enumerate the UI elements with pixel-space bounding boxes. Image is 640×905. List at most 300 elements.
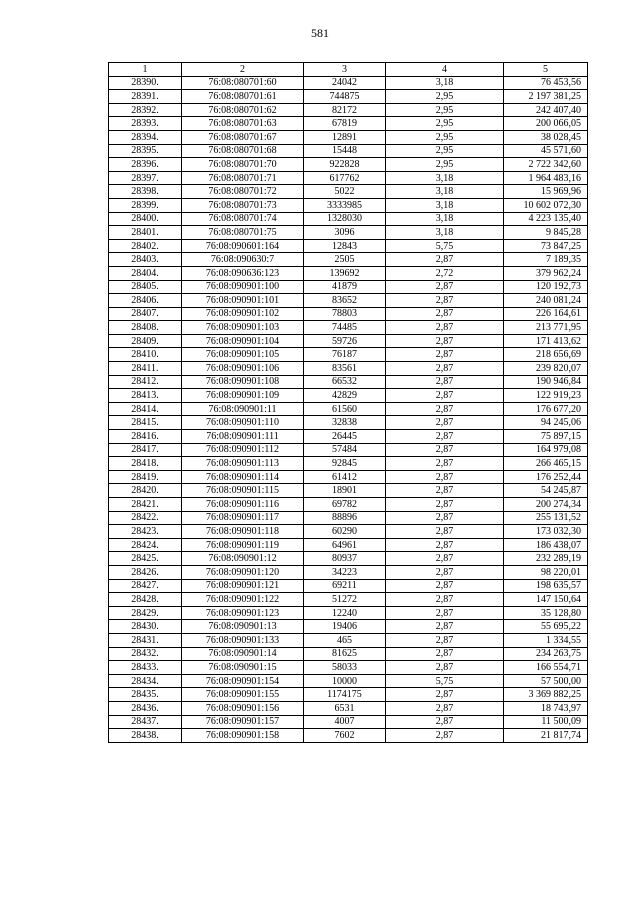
area-cell: 83561: [304, 362, 386, 376]
area-cell: 78803: [304, 307, 386, 321]
value-cell: 255 131,52: [504, 511, 588, 525]
row-number-cell: 28437.: [109, 715, 182, 729]
row-number-cell: 28407.: [109, 307, 182, 321]
cadastral-number-cell: 76:08:080701:70: [182, 158, 304, 172]
row-number-cell: 28410.: [109, 348, 182, 362]
value-cell: 2 197 381,25: [504, 90, 588, 104]
row-number-cell: 28422.: [109, 511, 182, 525]
column-header: 4: [386, 63, 504, 77]
row-number-cell: 28404.: [109, 266, 182, 280]
area-cell: 12891: [304, 130, 386, 144]
value-cell: 18 743,97: [504, 701, 588, 715]
table-row: [109, 715, 588, 729]
cadastral-number-cell: 76:08:090901:111: [182, 430, 304, 444]
cadastral-number-cell: 76:08:080701:67: [182, 130, 304, 144]
table-row: [109, 661, 588, 675]
table-row: [109, 579, 588, 593]
area-cell: 12843: [304, 239, 386, 253]
row-number-cell: 28405.: [109, 280, 182, 294]
area-cell: 92845: [304, 457, 386, 471]
row-number-cell: 28433.: [109, 661, 182, 675]
value-cell: 10 602 072,30: [504, 198, 588, 212]
row-number-cell: 28423.: [109, 525, 182, 539]
row-number-cell: 28419.: [109, 470, 182, 484]
rate-cell: 2,87: [386, 389, 504, 403]
value-cell: 164 979,08: [504, 443, 588, 457]
value-cell: 173 032,30: [504, 525, 588, 539]
table-row: [109, 348, 588, 362]
area-cell: 32838: [304, 416, 386, 430]
area-cell: 61560: [304, 402, 386, 416]
table-row: [109, 443, 588, 457]
area-cell: 6531: [304, 701, 386, 715]
value-cell: 200 066,05: [504, 117, 588, 131]
cadastral-number-cell: 76:08:090901:156: [182, 701, 304, 715]
rate-cell: 2,87: [386, 701, 504, 715]
rate-cell: 2,87: [386, 661, 504, 675]
table-row: [109, 185, 588, 199]
area-cell: 66532: [304, 375, 386, 389]
cadastral-number-cell: 76:08:090901:154: [182, 674, 304, 688]
area-cell: 82172: [304, 103, 386, 117]
value-cell: 122 919,23: [504, 389, 588, 403]
rate-cell: 2,87: [386, 321, 504, 335]
table-row: [109, 498, 588, 512]
rate-cell: 2,87: [386, 688, 504, 702]
table-row: [109, 620, 588, 634]
rate-cell: 2,87: [386, 511, 504, 525]
rate-cell: 3,18: [386, 226, 504, 240]
value-cell: 166 554,71: [504, 661, 588, 675]
rate-cell: 2,87: [386, 579, 504, 593]
cadastral-number-cell: 76:08:090901:103: [182, 321, 304, 335]
area-cell: 465: [304, 633, 386, 647]
row-number-cell: 28424.: [109, 538, 182, 552]
cadastral-number-cell: 76:08:090901:158: [182, 729, 304, 743]
value-cell: 147 150,64: [504, 593, 588, 607]
table-row: [109, 334, 588, 348]
row-number-cell: 28436.: [109, 701, 182, 715]
rate-cell: 2,87: [386, 416, 504, 430]
rate-cell: 2,87: [386, 593, 504, 607]
area-cell: 42829: [304, 389, 386, 403]
area-cell: 922828: [304, 158, 386, 172]
rate-cell: 2,87: [386, 484, 504, 498]
row-number-cell: 28401.: [109, 226, 182, 240]
cadastral-number-cell: 76:08:090901:118: [182, 525, 304, 539]
row-number-cell: 28421.: [109, 498, 182, 512]
row-number-cell: 28435.: [109, 688, 182, 702]
area-cell: 67819: [304, 117, 386, 131]
value-cell: 171 413,62: [504, 334, 588, 348]
row-number-cell: 28409.: [109, 334, 182, 348]
value-cell: 226 164,61: [504, 307, 588, 321]
value-cell: 45 571,60: [504, 144, 588, 158]
row-number-cell: 28399.: [109, 198, 182, 212]
row-number-cell: 28434.: [109, 674, 182, 688]
rate-cell: 2,87: [386, 253, 504, 267]
cadastral-number-cell: 76:08:090901:121: [182, 579, 304, 593]
cadastral-number-cell: 76:08:090901:110: [182, 416, 304, 430]
cadastral-number-cell: 76:08:090901:113: [182, 457, 304, 471]
value-cell: 213 771,95: [504, 321, 588, 335]
area-cell: 76187: [304, 348, 386, 362]
rate-cell: 2,87: [386, 525, 504, 539]
area-cell: 69211: [304, 579, 386, 593]
rate-cell: 2,87: [386, 457, 504, 471]
column-header: 1: [109, 63, 182, 77]
cadastral-number-cell: 76:08:090901:117: [182, 511, 304, 525]
cadastral-number-cell: 76:08:090630:7: [182, 253, 304, 267]
table-row: [109, 239, 588, 253]
cadastral-number-cell: 76:08:090901:109: [182, 389, 304, 403]
rate-cell: 2,87: [386, 375, 504, 389]
cadastral-number-cell: 76:08:090901:133: [182, 633, 304, 647]
area-cell: 744875: [304, 90, 386, 104]
rate-cell: 2,95: [386, 130, 504, 144]
table-row: [109, 212, 588, 226]
area-cell: 57484: [304, 443, 386, 457]
row-number-cell: 28403.: [109, 253, 182, 267]
rate-cell: 2,72: [386, 266, 504, 280]
rate-cell: 2,87: [386, 348, 504, 362]
rate-cell: 2,87: [386, 538, 504, 552]
cadastral-number-cell: 76:08:080701:61: [182, 90, 304, 104]
value-cell: 35 128,80: [504, 606, 588, 620]
column-header: 5: [504, 63, 588, 77]
table-row: [109, 144, 588, 158]
table-row: [109, 633, 588, 647]
rate-cell: 2,87: [386, 294, 504, 308]
area-cell: 80937: [304, 552, 386, 566]
rate-cell: 3,18: [386, 198, 504, 212]
value-cell: 4 223 135,40: [504, 212, 588, 226]
row-number-cell: 28416.: [109, 430, 182, 444]
area-cell: 5022: [304, 185, 386, 199]
area-cell: 1328030: [304, 212, 386, 226]
table-row: [109, 389, 588, 403]
rate-cell: 2,87: [386, 552, 504, 566]
table-row: [109, 729, 588, 743]
cadastral-number-cell: 76:08:080701:60: [182, 76, 304, 90]
rate-cell: 2,95: [386, 117, 504, 131]
row-number-cell: 28396.: [109, 158, 182, 172]
value-cell: 21 817,74: [504, 729, 588, 743]
value-cell: 232 289,19: [504, 552, 588, 566]
table-row: [109, 130, 588, 144]
area-cell: 12240: [304, 606, 386, 620]
area-cell: 26445: [304, 430, 386, 444]
cadastral-number-cell: 76:08:080701:73: [182, 198, 304, 212]
row-number-cell: 28432.: [109, 647, 182, 661]
rate-cell: 2,95: [386, 90, 504, 104]
value-cell: 176 677,20: [504, 402, 588, 416]
cadastral-number-cell: 76:08:090901:104: [182, 334, 304, 348]
area-cell: 88896: [304, 511, 386, 525]
area-cell: 7602: [304, 729, 386, 743]
area-cell: 83652: [304, 294, 386, 308]
value-cell: 120 192,73: [504, 280, 588, 294]
cadastral-number-cell: 76:08:080701:63: [182, 117, 304, 131]
area-cell: 1174175: [304, 688, 386, 702]
value-cell: 176 252,44: [504, 470, 588, 484]
value-cell: 2 722 342,60: [504, 158, 588, 172]
rate-cell: 3,18: [386, 76, 504, 90]
cadastral-number-cell: 76:08:090901:106: [182, 362, 304, 376]
table-row: [109, 701, 588, 715]
rate-cell: 3,18: [386, 212, 504, 226]
value-cell: 234 263,75: [504, 647, 588, 661]
area-cell: 74485: [304, 321, 386, 335]
table-row: [109, 294, 588, 308]
cadastral-number-cell: 76:08:090901:105: [182, 348, 304, 362]
table-row: [109, 226, 588, 240]
rate-cell: 2,87: [386, 362, 504, 376]
row-number-cell: 28430.: [109, 620, 182, 634]
table-row: [109, 103, 588, 117]
rate-cell: 2,87: [386, 443, 504, 457]
cadastral-number-cell: 76:08:090636:123: [182, 266, 304, 280]
row-number-cell: 28426.: [109, 565, 182, 579]
value-cell: 54 245,87: [504, 484, 588, 498]
area-cell: 617762: [304, 171, 386, 185]
area-cell: 41879: [304, 280, 386, 294]
column-header: 3: [304, 63, 386, 77]
table-row: [109, 253, 588, 267]
rate-cell: 2,95: [386, 103, 504, 117]
cadastral-number-cell: 76:08:090901:114: [182, 470, 304, 484]
row-number-cell: 28392.: [109, 103, 182, 117]
area-cell: 15448: [304, 144, 386, 158]
value-cell: 75 897,15: [504, 430, 588, 444]
table-row: [109, 362, 588, 376]
value-cell: 1 334,55: [504, 633, 588, 647]
value-cell: 198 635,57: [504, 579, 588, 593]
value-cell: 57 500,00: [504, 674, 588, 688]
table-row: [109, 647, 588, 661]
row-number-cell: 28400.: [109, 212, 182, 226]
rate-cell: 2,87: [386, 565, 504, 579]
value-cell: 242 407,40: [504, 103, 588, 117]
row-number-cell: 28438.: [109, 729, 182, 743]
cadastral-number-cell: 76:08:090901:120: [182, 565, 304, 579]
area-cell: 3333985: [304, 198, 386, 212]
rate-cell: 2,87: [386, 307, 504, 321]
area-cell: 51272: [304, 593, 386, 607]
cadastral-number-cell: 76:08:090901:123: [182, 606, 304, 620]
rate-cell: 5,75: [386, 239, 504, 253]
table-row: [109, 375, 588, 389]
table-row: [109, 552, 588, 566]
value-cell: 379 962,24: [504, 266, 588, 280]
area-cell: 3096: [304, 226, 386, 240]
table-row: [109, 416, 588, 430]
rate-cell: 2,87: [386, 606, 504, 620]
cadastral-number-cell: 76:08:090901:102: [182, 307, 304, 321]
rate-cell: 2,87: [386, 430, 504, 444]
rate-cell: 2,87: [386, 620, 504, 634]
table-row: [109, 171, 588, 185]
cadastral-number-cell: 76:08:090901:101: [182, 294, 304, 308]
row-number-cell: 28429.: [109, 606, 182, 620]
value-cell: 94 245,06: [504, 416, 588, 430]
cadastral-number-cell: 76:08:090901:155: [182, 688, 304, 702]
area-cell: 69782: [304, 498, 386, 512]
cadastral-number-cell: 76:08:090901:119: [182, 538, 304, 552]
rate-cell: 3,18: [386, 185, 504, 199]
area-cell: 139692: [304, 266, 386, 280]
cadastral-number-cell: 76:08:090901:108: [182, 375, 304, 389]
cadastral-number-cell: 76:08:090901:116: [182, 498, 304, 512]
table-row: [109, 280, 588, 294]
row-number-cell: 28413.: [109, 389, 182, 403]
cadastral-number-cell: 76:08:090901:115: [182, 484, 304, 498]
table-row: [109, 538, 588, 552]
cadastral-number-cell: 76:08:090901:122: [182, 593, 304, 607]
row-number-cell: 28393.: [109, 117, 182, 131]
row-number-cell: 28408.: [109, 321, 182, 335]
table-row: [109, 457, 588, 471]
row-number-cell: 28390.: [109, 76, 182, 90]
area-cell: 58033: [304, 661, 386, 675]
row-number-cell: 28391.: [109, 90, 182, 104]
rate-cell: 2,87: [386, 334, 504, 348]
table-row: [109, 90, 588, 104]
table-row: [109, 525, 588, 539]
column-header: 2: [182, 63, 304, 77]
cadastral-number-cell: 76:08:090901:100: [182, 280, 304, 294]
value-cell: 55 695,22: [504, 620, 588, 634]
area-cell: 34223: [304, 565, 386, 579]
rate-cell: 2,87: [386, 280, 504, 294]
table-row: [109, 430, 588, 444]
table-row: [109, 593, 588, 607]
cadastral-number-cell: 76:08:090901:12: [182, 552, 304, 566]
area-cell: 64961: [304, 538, 386, 552]
row-number-cell: 28397.: [109, 171, 182, 185]
cadastral-number-cell: 76:08:090901:11: [182, 402, 304, 416]
table-row: [109, 307, 588, 321]
cadastral-number-cell: 76:08:090601:164: [182, 239, 304, 253]
table-row: [109, 688, 588, 702]
row-number-cell: 28425.: [109, 552, 182, 566]
value-cell: 11 500,09: [504, 715, 588, 729]
rate-cell: 2,95: [386, 144, 504, 158]
rate-cell: 2,87: [386, 647, 504, 661]
value-cell: 38 028,45: [504, 130, 588, 144]
row-number-cell: 28402.: [109, 239, 182, 253]
row-number-cell: 28417.: [109, 443, 182, 457]
area-cell: 61412: [304, 470, 386, 484]
page-number: 581: [311, 26, 329, 40]
value-cell: 73 847,25: [504, 239, 588, 253]
table-row: [109, 470, 588, 484]
value-cell: 98 220,01: [504, 565, 588, 579]
table-row: [109, 266, 588, 280]
value-cell: 240 081,24: [504, 294, 588, 308]
area-cell: 59726: [304, 334, 386, 348]
row-number-cell: 28398.: [109, 185, 182, 199]
cadastral-value-table: [108, 62, 588, 743]
value-cell: 7 189,35: [504, 253, 588, 267]
rate-cell: 2,87: [386, 402, 504, 416]
cadastral-number-cell: 76:08:090901:112: [182, 443, 304, 457]
table-row: [109, 674, 588, 688]
table-row: [109, 158, 588, 172]
rate-cell: 2,87: [386, 715, 504, 729]
cadastral-number-cell: 76:08:080701:68: [182, 144, 304, 158]
table-row: [109, 402, 588, 416]
cadastral-number-cell: 76:08:090901:15: [182, 661, 304, 675]
value-cell: 239 820,07: [504, 362, 588, 376]
value-cell: 266 465,15: [504, 457, 588, 471]
cadastral-number-cell: 76:08:080701:62: [182, 103, 304, 117]
row-number-cell: 28415.: [109, 416, 182, 430]
area-cell: 18901: [304, 484, 386, 498]
area-cell: 24042: [304, 76, 386, 90]
row-number-cell: 28431.: [109, 633, 182, 647]
value-cell: 76 453,56: [504, 76, 588, 90]
cadastral-number-cell: 76:08:080701:75: [182, 226, 304, 240]
value-cell: 15 969,96: [504, 185, 588, 199]
table-row: [109, 321, 588, 335]
rate-cell: 3,18: [386, 171, 504, 185]
value-cell: 200 274,34: [504, 498, 588, 512]
row-number-cell: 28412.: [109, 375, 182, 389]
value-cell: 1 964 483,16: [504, 171, 588, 185]
area-cell: 2505: [304, 253, 386, 267]
rate-cell: 2,87: [386, 470, 504, 484]
value-cell: 186 438,07: [504, 538, 588, 552]
table-row: [109, 484, 588, 498]
value-cell: 9 845,28: [504, 226, 588, 240]
table-row: [109, 511, 588, 525]
table-row: [109, 76, 588, 90]
rate-cell: 2,87: [386, 729, 504, 743]
row-number-cell: 28394.: [109, 130, 182, 144]
table-row: [109, 565, 588, 579]
area-cell: 19406: [304, 620, 386, 634]
area-cell: 10000: [304, 674, 386, 688]
row-number-cell: 28406.: [109, 294, 182, 308]
area-cell: 60290: [304, 525, 386, 539]
area-cell: 81625: [304, 647, 386, 661]
row-number-cell: 28418.: [109, 457, 182, 471]
cadastral-number-cell: 76:08:090901:157: [182, 715, 304, 729]
value-cell: 190 946,84: [504, 375, 588, 389]
table-row: [109, 606, 588, 620]
rate-cell: 2,87: [386, 498, 504, 512]
cadastral-number-cell: 76:08:090901:14: [182, 647, 304, 661]
row-number-cell: 28428.: [109, 593, 182, 607]
row-number-cell: 28427.: [109, 579, 182, 593]
row-number-cell: 28395.: [109, 144, 182, 158]
row-number-cell: 28414.: [109, 402, 182, 416]
value-cell: 3 369 882,25: [504, 688, 588, 702]
value-cell: 218 656,69: [504, 348, 588, 362]
rate-cell: 2,87: [386, 633, 504, 647]
cadastral-number-cell: 76:08:080701:74: [182, 212, 304, 226]
rate-cell: 5,75: [386, 674, 504, 688]
cadastral-number-cell: 76:08:080701:72: [182, 185, 304, 199]
row-number-cell: 28411.: [109, 362, 182, 376]
table-row: [109, 117, 588, 131]
header-row: [109, 63, 588, 77]
cadastral-number-cell: 76:08:080701:71: [182, 171, 304, 185]
rate-cell: 2,95: [386, 158, 504, 172]
row-number-cell: 28420.: [109, 484, 182, 498]
area-cell: 4007: [304, 715, 386, 729]
